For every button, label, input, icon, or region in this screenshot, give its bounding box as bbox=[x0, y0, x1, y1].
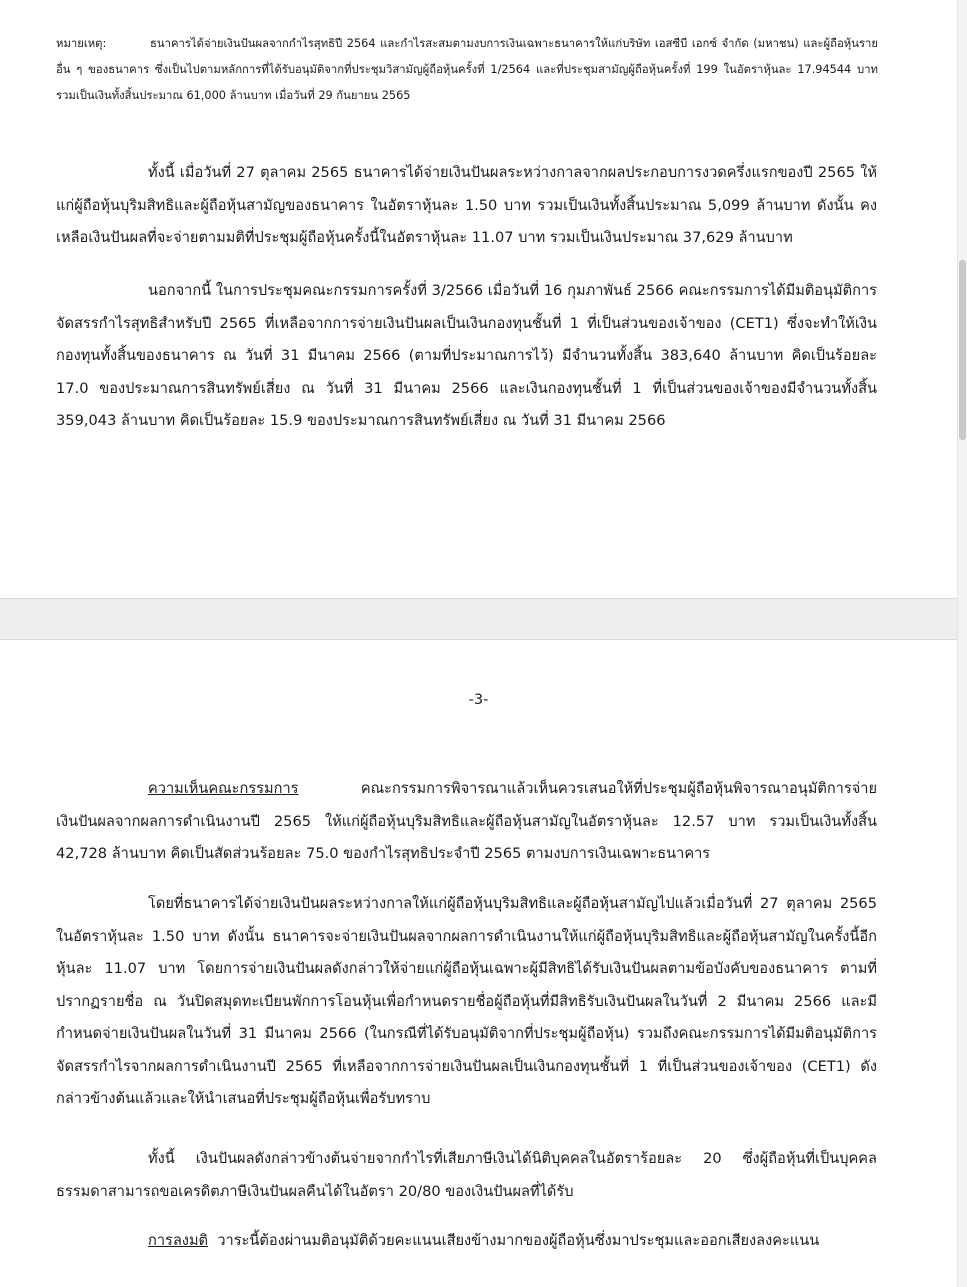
vertical-scrollbar[interactable] bbox=[957, 0, 967, 1287]
footnote-remark bbox=[56, 31, 878, 109]
board-opinion-heading: ความเห็นคณะกรรมการ bbox=[148, 780, 299, 797]
footnote-label: หมายเหตุ: bbox=[56, 37, 107, 50]
page-number: -3- bbox=[468, 691, 489, 708]
tax-credit-paragraph: ทั้งนี้ เงินปันผลดังกล่าวข้างต้นจ่ายจากกำไรที่เสียภาษีเงินได้นิติบุคคลในอัตราร้อยละ 20 ซึ่งผู้ถือหุ้นที่เป็นบุคคลธรรมดาสามารถขอเครดิตภาษีเงินปันผลคืนได้ในอัตรา 20/80 ของเงินปันผลที่ได้รับ bbox=[56, 1150, 878, 1200]
page-separator bbox=[0, 598, 967, 640]
capital-allocation-paragraph: นอกจากนี้ ในการประชุมคณะกรรมการครั้งที่ 3/2566 เมื่อวันที่ 16 กุมภาพันธ์ 2566 คณะกรรมการได้มีมติอนุมัติการจัดสรรกำไรสุทธิสำหรับปี 2565 ที่เหลือจากการจ่ายเงินปันผลเป็นเงินกองทุนชั้นที่ 1 ที่เป็นส่วนของเจ้าของ (CET1) ซึ่งจะทำให้เงินกองทุนทั้งสิ้นของธนาคาร ณ วันที่ 31 มีนาคม 2566 (ตามที่ประมาณการไว้) มีจำนวนทั้งสิ้น 383,640 ล้านบาท คิดเป็นร้อยละ 17.0 ของประมาณการสินทรัพย์เสี่ยง ณ วันที่ 31 มีนาคม 2566 และเงินกองทุนชั้นที่ 1 ที่เป็นส่วนของเจ้าของมีจำนวนทั้งสิ้น 359,043 ล้านบาท คิดเป็นร้อยละ 15.9 ของประมาณการสินทรัพย์เสี่ยง ณ วันที่ 31 มีนาคม 2566 bbox=[56, 282, 877, 429]
board-opinion-text: คณะกรรมการพิจารณาแล้วเห็นควรเสนอให้ที่ประชุมผู้ถือหุ้นพิจารณาอนุมัติการจ่ายเงินปันผลจากผลการดำเนินงานปี 2565 ให้แก่ผู้ถือหุ้นบุริมสิทธิและผู้ถือหุ้นสามัญในอัตราหุ้นละ 12.57 บาท รวมเป็นเงินทั้งสิ้น 42,728 ล้านบาท คิดเป็นสัดส่วนร้อยละ 75.0 ของกำไรสุทธิประจำปี 2565 ตามงบการเงินเฉพาะธนาคาร bbox=[56, 780, 877, 862]
document-page-2 bbox=[0, 0, 957, 598]
resolution-heading: การลงมติ bbox=[148, 1232, 209, 1249]
scrollbar-thumb[interactable] bbox=[959, 260, 966, 440]
resolution-text: วาระนี้ต้องผ่านมติอนุมัติด้วยคะแนนเสียงข้างมากของผู้ถือหุ้นซึ่งมาประชุมและออกเสียงลงคะแนน bbox=[217, 1232, 820, 1249]
board-opinion-paragraph bbox=[56, 773, 877, 871]
resolution-paragraph bbox=[56, 1225, 877, 1258]
footnote-text: ธนาคารได้จ่ายเงินปันผลจากกำไรสุทธิปี 2564 และกำไรสะสมตามงบการเงินเฉพาะธนาคารให้แก่บริษัท เอสซีบี เอกซ์ จำกัด (มหาชน) และผู้ถือหุ้นรายอื่น ๆ ของธนาคาร ซึ่งเป็นไปตามหลักการที่ได้รับอนุมัติจากที่ประชุมวิสามัญผู้ถือหุ้นครั้งที่ 1/2564 และที่ประชุมสามัญผู้ถือหุ้นครั้งที่ 199 ในอัตราหุ้นละ 17.94544 บาท รวมเป็นเงินทั้งสิ้นประมาณ 61,000 ล้านบาท เมื่อวันที่ 29 กันยายน 2565 bbox=[56, 37, 878, 102]
dividend-payment-paragraph: โดยที่ธนาคารได้จ่ายเงินปันผลระหว่างกาลให้แก่ผู้ถือหุ้นบุริมสิทธิและผู้ถือหุ้นสามัญไปแล้วเมื่อวันที่ 27 ตุลาคม 2565 ในอัตราหุ้นละ 1.50 บาท ดังนั้น ธนาคารจะจ่ายเงินปันผลจากผลการดำเนินงานให้แก่ผู้ถือหุ้นบุริมสิทธิและผู้ถือหุ้นสามัญในครั้งนี้อีกหุ้นละ 11.07 บาท โดยการจ่ายเงินปันผลดังกล่าวให้จ่ายแก่ผู้ถือหุ้นเฉพาะผู้มีสิทธิได้รับเงินปันผลตามข้อบังคับของธนาคาร ตามที่ปรากฏรายชื่อ ณ วันปิดสมุดทะเบียนพักการโอนหุ้นเพื่อกำหนดรายชื่อผู้ถือหุ้นที่มีสิทธิรับเงินปันผลในวันที่ 2 มีนาคม 2566 และมีกำหนดจ่ายเงินปันผลในวันที่ 31 มีนาคม 2566 (ในกรณีที่ได้รับอนุมัติจากที่ประชุมผู้ถือหุ้น) รวมถึงคณะกรรมการได้มีมติอนุมัติการจัดสรรกำไรจากผลการดำเนินงานปี 2565 ที่เหลือจากการจ่ายเงินปันผลเป็นเงินกองทุนชั้นที่ 1 ที่เป็นส่วนของเจ้าของ (CET1) ดังกล่าวข้างต้นแล้วและให้นำเสนอที่ประชุมผู้ถือหุ้นเพื่อรับทราบ bbox=[56, 895, 877, 1107]
interim-dividend-paragraph: ทั้งนี้ เมื่อวันที่ 27 ตุลาคม 2565 ธนาคารได้จ่ายเงินปันผลระหว่างกาลจากผลประกอบการงวดครึ่งแรกของปี 2565 ให้แก่ผู้ถือหุ้นบุริมสิทธิและผู้ถือหุ้นสามัญของธนาคาร ในอัตราหุ้นละ 1.50 บาท รวมเป็นเงินทั้งสิ้นประมาณ 5,099 ล้านบาท ดังนั้น คงเหลือเงินปันผลที่จะจ่ายตามมติที่ประชุมผู้ถือหุ้นครั้งนี้ในอัตราหุ้นละ 11.07 บาท รวมเป็นเงินประมาณ 37,629 ล้านบาท bbox=[56, 164, 877, 246]
